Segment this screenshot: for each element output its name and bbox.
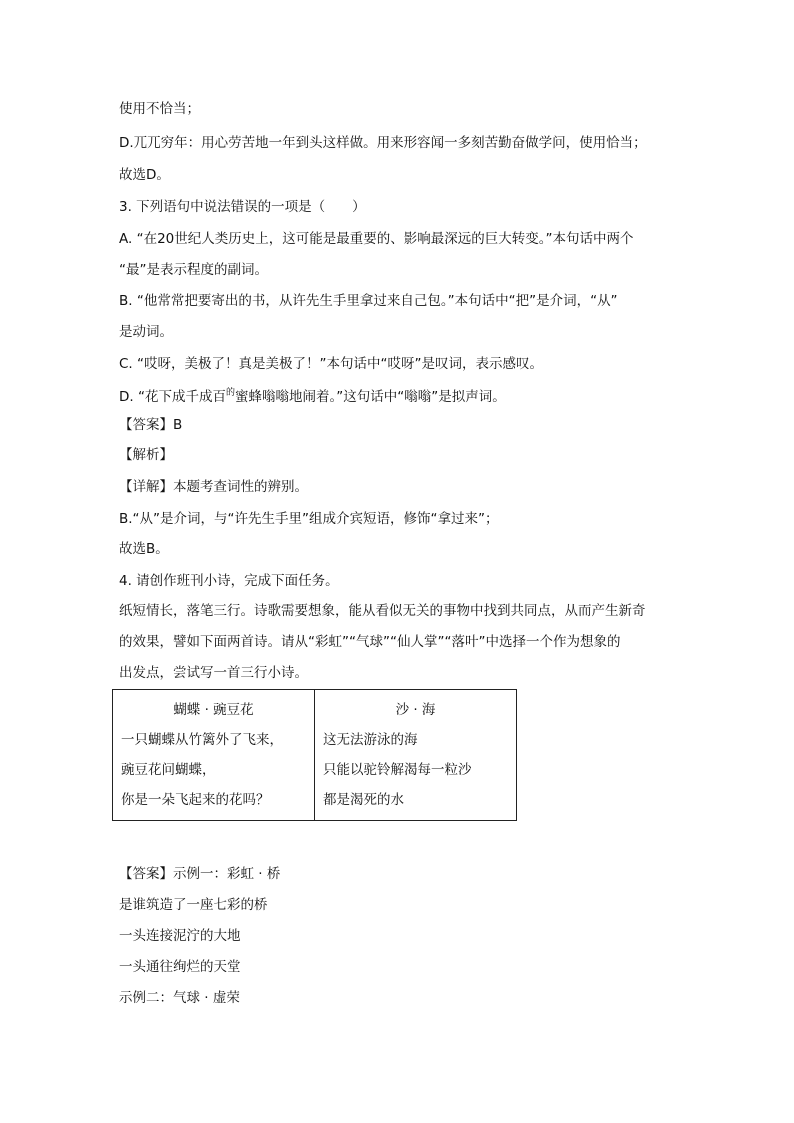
answer-4-line-3: 一头通往绚烂的天堂 [119,959,241,975]
poem-title: 蝴蝶 · 豌豆花 [173,702,254,718]
example-2: 示例二：气球 · 虚荣 [119,990,240,1006]
option-b-line-2: 是动词。 [119,324,173,340]
poem-line: 只能以驼铃解渴每一粒沙 [323,762,472,778]
question-4-para-3: 出发点，尝试写一首三行小诗。 [119,665,308,681]
question-4-para-1: 纸短情长，落笔三行。诗歌需要想象，能从看似无关的事物中找到共同点，从而产生新奇 [119,603,646,619]
text-line: 故选B。 [119,541,169,557]
option-b-line-1: B. “他常常把要寄出的书，从许先生手里拿过来自己包。”本句话中“把”是介词，“从” [119,293,618,309]
option-d-sup: 的 [225,388,235,398]
poem-cell-2 [315,690,517,821]
analysis-heading: 【解析】 [119,447,173,463]
question-4-title: 4. 请创作班刊小诗，完成下面任务。 [119,573,339,589]
option-d [119,387,506,409]
detail-heading: 【详解】本题考查词性的辨别。 [119,479,308,495]
answer-3: 【答案】B [119,417,183,433]
question-3-title: 3. 下列语句中说法错误的一项是（ ） [119,199,366,215]
answer-4-line-1: 是谁筑造了一座七彩的桥 [119,897,268,913]
option-a-line-2: “最”是表示程度的副词。 [119,262,268,278]
option-c: C. “哎呀，美极了！真是美极了！”本句话中“哎呀”是叹词，表示感叹。 [119,356,543,372]
answer-4: 【答案】示例一：彩虹 · 桥 [119,866,281,882]
option-d-pre: D. “花下成千成百 [119,389,226,405]
poem-line: 都是渴死的水 [323,792,404,808]
answer-4-line-2: 一头连接泥泞的大地 [119,928,241,944]
option-a-line-1: A. “在20世纪人类历史上，这可能是最重要的、影响最深远的巨大转变。”本句话中两个 [119,231,634,247]
poem-line: 你是一朵飞起来的花吗？ [121,792,270,808]
text-line: 使用不恰当； [119,101,200,117]
poem-line: 一只蝴蝶从竹篱外了飞来， [121,732,283,748]
text-line: 故选D。 [119,167,170,183]
option-d-post: 蜜蜂嗡嗡地闹着。”这句话中“嗡嗡”是拟声词。 [235,389,506,405]
text-line: B.“从”是介词，与“许先生手里”组成介宾短语，修饰“拿过来”； [119,511,499,527]
poem-line: 豌豆花问蝴蝶， [121,762,216,778]
poem-cell-1 [113,690,315,821]
text-line: D.兀兀穷年：用心劳苦地一年到头这样做。用来形容闻一多刻苦勤奋做学问，使用恰当； [119,135,647,151]
poem-title: 沙 · 海 [395,702,436,718]
poems-table [112,689,517,821]
poem-line: 这无法游泳的海 [323,732,418,748]
question-4-para-2: 的效果，譬如下面两首诗。请从“彩虹”“气球”“仙人掌”“落叶”中选择一个作为想象的 [119,634,621,650]
